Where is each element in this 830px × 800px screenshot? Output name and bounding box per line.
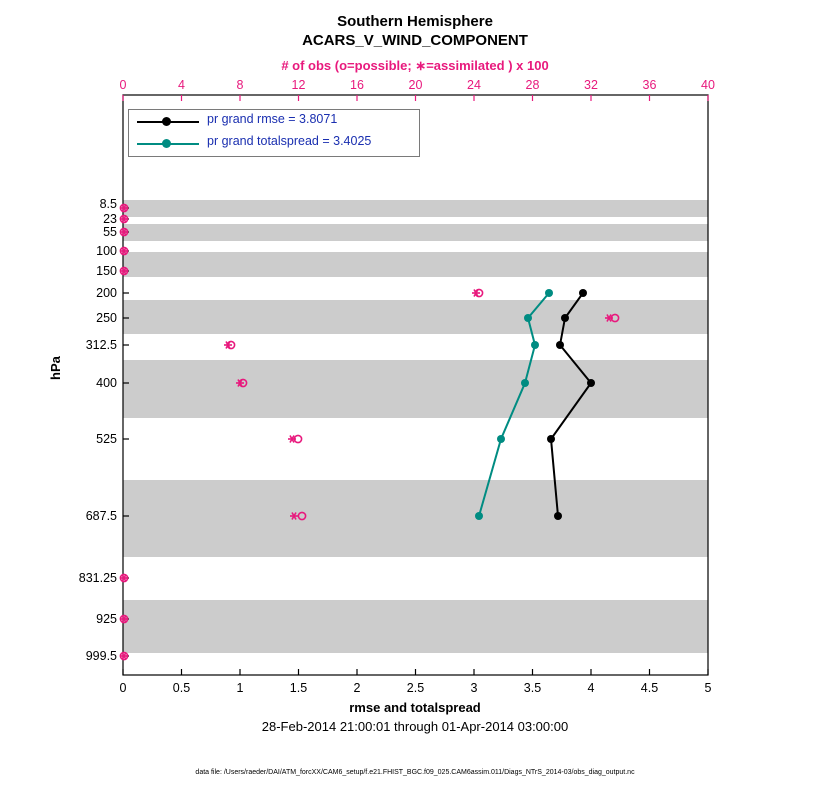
svg-text:36: 36 (642, 78, 657, 92)
title-line-2: ACARS_V_WIND_COMPONENT (302, 32, 528, 49)
y-axis-label: hPa (48, 356, 63, 380)
top-axis-label: # of obs (o=possible; ∗=assimilated ) x 100 (281, 58, 549, 73)
chart-legend (128, 109, 420, 157)
svg-text:4: 4 (178, 78, 185, 92)
svg-text:1.5: 1.5 (289, 681, 308, 695)
y-axis-ticklabels (79, 197, 117, 663)
svg-text:24: 24 (467, 78, 481, 92)
svg-text:16: 16 (350, 78, 364, 92)
svg-text:3.5: 3.5 (523, 681, 542, 695)
data-file-text: data file: /Users/raeder/DAI/ATM_forcXX/CAM6_setup/f.e21.FHIST_BGC.f09_025.CAM6assim.011/Diags_NTrS_2014-03/obs_diag_output.nc (195, 769, 635, 776)
svg-text:2.5: 2.5 (406, 681, 425, 695)
svg-text:525: 525 (96, 432, 117, 446)
legend-item-rmse (129, 110, 419, 132)
svg-text:831.25: 831.25 (78, 571, 117, 585)
svg-text:0.5: 0.5 (172, 681, 191, 695)
svg-text:8: 8 (236, 78, 244, 92)
svg-text:200: 200 (96, 286, 117, 300)
svg-text:4: 4 (587, 681, 595, 695)
legend-item-totalspread (129, 132, 419, 154)
svg-text:32: 32 (584, 78, 598, 92)
svg-text:40: 40 (701, 78, 715, 92)
title-line-1: Southern Hemisphere (337, 13, 493, 30)
svg-text:687.5: 687.5 (85, 509, 117, 523)
svg-text:2: 2 (353, 681, 361, 695)
legend-dot-rmse (162, 117, 171, 126)
svg-text:250: 250 (96, 311, 117, 325)
svg-text:925: 925 (96, 612, 117, 626)
legend-dot-totalspread (162, 139, 171, 148)
bottom-axis-ticks (123, 669, 708, 675)
svg-text:23: 23 (103, 212, 117, 226)
svg-text:8.5: 8.5 (99, 197, 117, 211)
svg-text:12: 12 (291, 78, 306, 92)
svg-text:100: 100 (96, 244, 117, 258)
svg-text:28: 28 (525, 78, 540, 92)
band-stripes (123, 200, 708, 653)
svg-text:55: 55 (103, 225, 117, 239)
svg-text:999.5: 999.5 (85, 649, 117, 663)
svg-text:20: 20 (408, 78, 423, 92)
bottom-axis-label: rmse and totalspread (349, 700, 481, 715)
svg-text:150: 150 (96, 264, 117, 278)
legend-label-rmse: pr grand rmse = 3.8071 (207, 112, 338, 126)
svg-text:0: 0 (119, 681, 127, 695)
top-axis-ticks (123, 95, 708, 101)
date-range-text: 28-Feb-2014 21:00:01 through 01-Apr-2014 03:00:00 (261, 719, 569, 734)
svg-text:400: 400 (96, 376, 117, 390)
top-axis-ticklabels (120, 78, 715, 92)
svg-text:4.5: 4.5 (640, 681, 659, 695)
bottom-axis-ticklabels (120, 681, 712, 695)
svg-text:312.5: 312.5 (85, 338, 117, 352)
legend-label-totalspread: pr grand totalspread = 3.4025 (207, 134, 372, 148)
svg-text:1: 1 (236, 681, 244, 695)
svg-text:0: 0 (119, 78, 127, 92)
svg-text:5: 5 (704, 681, 712, 695)
svg-text:3: 3 (470, 681, 478, 695)
